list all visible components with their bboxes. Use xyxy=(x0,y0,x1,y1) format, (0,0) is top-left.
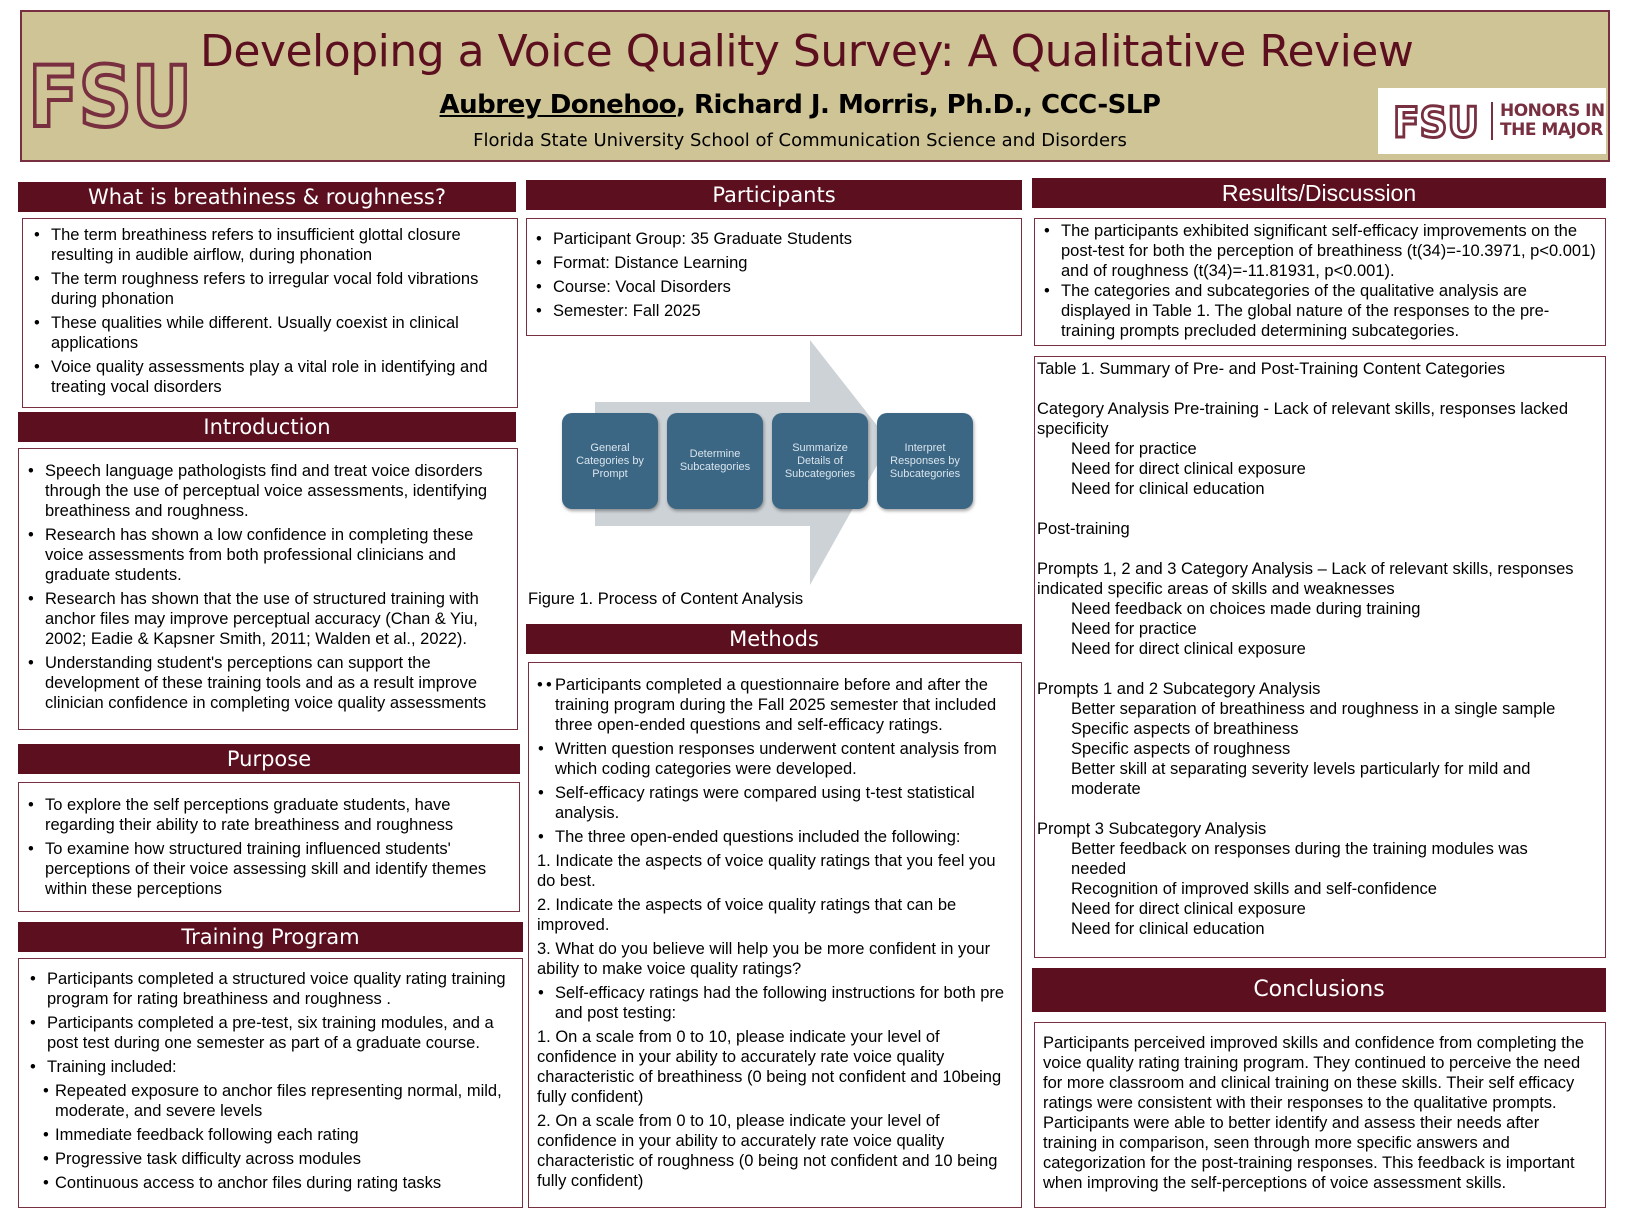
training-sublist xyxy=(21,1081,518,1193)
table-item: Need for practice xyxy=(1071,620,1197,638)
content-analysis-figure xyxy=(545,340,985,590)
prompts-123-heading-cont: indicated specific areas of skills and weaknesses xyxy=(1037,580,1395,598)
honors-fsu-logo xyxy=(1392,101,1482,141)
list-item: • Semester: Fall 2025 xyxy=(527,301,1015,321)
breathiness-list xyxy=(25,225,511,397)
list-item: • Continuous access to anchor files during rating tasks xyxy=(21,1173,518,1193)
poster-affiliation: Florida State University School of Communication Science and Disorders xyxy=(473,130,1127,151)
step-summarize-details: Summarize Details of Subcategories xyxy=(772,413,868,509)
spacer xyxy=(1037,539,1601,559)
step-determine-subcategories: Determine Subcategories xyxy=(667,413,763,509)
breathiness-heading: What is breathiness & roughness? xyxy=(18,182,516,212)
list-item: • The participants exhibited significant self-efficacy improvements on the post-test for both the perception of breathiness (t(34)=-10.3971, p<0.001) and of roughness (t(34)=-11.81931, p<0.001). xyxy=(1035,221,1601,281)
scale-instruction-1: 1. On a scale from 0 to 10, please indicate your level of confidence in your ability to accurately rate voice quality characteristic of breathiness (0 being not confident and 10being fully confident) xyxy=(537,1028,1002,1106)
table-item: Need for clinical education xyxy=(1071,480,1265,498)
poster-title: Developing a Voice Quality Survey: A Qualitative Review xyxy=(200,26,1414,77)
purpose-box xyxy=(18,782,520,912)
list-item: • Speech language pathologists find and treat voice disorders through the use of perceptual voice assessments, identifying breathiness and roughness. xyxy=(19,461,511,521)
list-item: • Research has shown a low confidence in completing these voice assessments from both professional clinicians and graduate students. xyxy=(19,525,511,585)
table-item: Need feedback on choices made during training xyxy=(1071,600,1421,618)
list-item: • Participants completed a pre-test, six training modules, and a post test during one semester as part of a graduate course. xyxy=(21,1013,518,1053)
list-item: • To examine how structured training influenced students' perceptions of their voice assessing skill and identify themes within these perceptions xyxy=(19,839,513,899)
honors-divider xyxy=(1491,102,1493,140)
list-item: • Progressive task difficulty across modules xyxy=(21,1149,518,1169)
table-item: Need for direct clinical exposure xyxy=(1071,460,1306,478)
list-item: • Self-efficacy ratings were compared using t-test statistical analysis. xyxy=(529,783,1015,823)
prompt-3-heading: Prompt 3 Subcategory Analysis xyxy=(1037,820,1267,838)
list-item: • Participants completed a structured voice quality rating training program for rating breathiness and roughness . xyxy=(21,969,518,1009)
results-list xyxy=(1035,221,1601,341)
method-text: Participants completed a questionnaire before and after the training program during the Fall 2025 semester that included three open-ended questions and self-efficacy ratings. xyxy=(555,676,997,734)
methods-list xyxy=(537,675,1015,735)
table-item: Better skill at separating severity levels particularly for mild and xyxy=(1071,760,1531,778)
spacer xyxy=(1037,659,1601,679)
participants-list xyxy=(527,229,1015,321)
figure-caption: Figure 1. Process of Content Analysis xyxy=(528,590,804,608)
training-list xyxy=(21,969,518,1077)
conclusions-heading: Conclusions xyxy=(1032,968,1606,1012)
pre-training-heading: Category Analysis Pre-training - Lack of relevant skills, responses lacked xyxy=(1037,400,1568,418)
spacer xyxy=(1037,499,1601,519)
scale-instruction-2: 2. On a scale from 0 to 10, please indicate your level of confidence in your ability to accurately rate voice quality characteristic of roughness (0 being not confident and 10 being fully confident) xyxy=(537,1112,998,1190)
table-item: Specific aspects of breathiness xyxy=(1071,720,1299,738)
conclusions-text: Participants perceived improved skills and confidence from completing the voice quality rating training program. They continued to perceive the need for more classroom and clinical training on these skills. Their self efficacy ratings were consistent with their responses to the qualitative prompts. Participants were able to better identify and assess their needs after training in comparison, seen through more specific answers and categorization for the post-training responses. This feedback is important when improving the self-perceptions of voice assessment skills. xyxy=(1043,1034,1585,1192)
list-item: • Participant Group: 35 Graduate Students xyxy=(527,229,1015,249)
breathiness-box xyxy=(22,218,518,408)
step-general-categories: General Categories by Prompt xyxy=(562,413,658,509)
list-item: • Immediate feedback following each rating xyxy=(21,1125,518,1145)
list-item: • The term roughness refers to irregular vocal fold vibrations during phonation xyxy=(25,269,511,309)
question-1: 1. Indicate the aspects of voice quality ratings that you feel you do best. xyxy=(537,852,996,890)
table-item: Better separation of breathiness and roughness in a single sample xyxy=(1071,700,1556,718)
honors-line-2: THE MAJOR xyxy=(1500,120,1603,140)
table1-title: Table 1. Summary of Pre- and Post-Training Content Categories xyxy=(1037,360,1506,378)
table-item: Need for clinical education xyxy=(1071,920,1265,938)
methods-list-3 xyxy=(529,983,1015,1023)
prompts-123-heading: Prompts 1, 2 and 3 Category Analysis – Lack of relevant skills, responses xyxy=(1037,560,1574,578)
post-training-heading: Post-training xyxy=(1037,520,1130,538)
pre-training-heading-cont: specificity xyxy=(1037,420,1109,438)
poster-authors xyxy=(200,90,1400,120)
training-box xyxy=(18,958,523,1208)
list-item: • These qualities while different. Usually coexist in clinical applications xyxy=(25,313,511,353)
co-authors: , Richard J. Morris, Ph.D., CCC-SLP xyxy=(676,90,1161,120)
table-item: Need for direct clinical exposure xyxy=(1071,640,1306,658)
list-item: • Voice quality assessments play a vital role in identifying and treating vocal disorders xyxy=(25,357,511,397)
participants-box xyxy=(526,218,1022,336)
introduction-box xyxy=(18,448,518,730)
list-item: • Written question responses underwent content analysis from which coding categories were developed. xyxy=(529,739,1015,779)
prompts-12-heading: Prompts 1 and 2 Subcategory Analysis xyxy=(1037,680,1321,698)
methods-list-2 xyxy=(529,739,1015,847)
list-item: • The categories and subcategories of the qualitative analysis are displayed in Table 1. The global nature of the responses to the pre-training prompts precluded determining subcategories. xyxy=(1035,281,1601,341)
question-3: 3. What do you believe will help you be more confident in your ability to make voice quality ratings? xyxy=(537,940,991,978)
table-item: Need for direct clinical exposure xyxy=(1071,900,1306,918)
table-item: Specific aspects of roughness xyxy=(1071,740,1291,758)
list-item: • Course: Vocal Disorders xyxy=(527,277,1015,297)
honors-line-1: HONORS IN xyxy=(1500,101,1605,121)
results-heading: Results/Discussion xyxy=(1032,178,1606,208)
honors-text xyxy=(1500,102,1605,140)
question-2: 2. Indicate the aspects of voice quality ratings that can be improved. xyxy=(537,896,957,934)
list-item: • Self-efficacy ratings had the following instructions for both pre and post testing: xyxy=(529,983,1015,1023)
list-item: • Understanding student's perceptions can support the development of these training tools and as a result improve clinician confidence in completing voice quality assessments xyxy=(19,653,511,713)
table-item: needed xyxy=(1071,860,1127,878)
spacer xyxy=(1037,379,1601,399)
methods-box xyxy=(528,662,1022,1208)
svg-text:FSU: FSU xyxy=(1393,101,1479,141)
fsu-logo xyxy=(26,54,196,134)
results-box xyxy=(1034,218,1606,346)
conclusions-box xyxy=(1034,1022,1606,1208)
introduction-list xyxy=(19,461,511,713)
purpose-heading: Purpose xyxy=(18,744,520,774)
table-item: Need for practice xyxy=(1071,440,1197,458)
list-item: • The three open-ended questions included the following: xyxy=(529,827,1015,847)
table-item: Recognition of improved skills and self-confidence xyxy=(1071,880,1437,898)
honors-in-the-major-logo xyxy=(1378,88,1606,154)
primary-author: Aubrey Donehoo xyxy=(439,90,677,120)
methods-heading: Methods xyxy=(526,624,1022,654)
participants-heading: Participants xyxy=(526,180,1022,210)
table-item: Better feedback on responses during the training modules was xyxy=(1071,840,1528,858)
list-item: • Training included: xyxy=(21,1057,518,1077)
training-heading: Training Program xyxy=(18,922,523,952)
table1-box xyxy=(1034,356,1606,958)
list-item: • Repeated exposure to anchor files representing normal, mild, moderate, and severe levels xyxy=(21,1081,518,1121)
svg-text:FSU: FSU xyxy=(28,54,192,134)
purpose-list xyxy=(19,795,513,899)
list-item: • Research has shown that the use of structured training with anchor files may improve perceptual accuracy (Chan & Yiu, 2002; Eadie & Kapsner Smith, 2011; Walden et al., 2022). xyxy=(19,589,511,649)
spacer xyxy=(1037,799,1601,819)
table-item: moderate xyxy=(1071,780,1141,798)
poster-header xyxy=(20,10,1610,162)
bullet-glyph: • • xyxy=(537,676,543,694)
list-item: • The term breathiness refers to insufficient glottal closure resulting in audible airflow, during phonation xyxy=(25,225,511,265)
introduction-heading: Introduction xyxy=(18,412,516,442)
step-interpret-responses: Interpret Responses by Subcategories xyxy=(877,413,973,509)
list-item: • To explore the self perceptions graduate students, have regarding their ability to rate breathiness and roughness xyxy=(19,795,513,835)
list-item xyxy=(537,675,1015,735)
list-item: • Format: Distance Learning xyxy=(527,253,1015,273)
